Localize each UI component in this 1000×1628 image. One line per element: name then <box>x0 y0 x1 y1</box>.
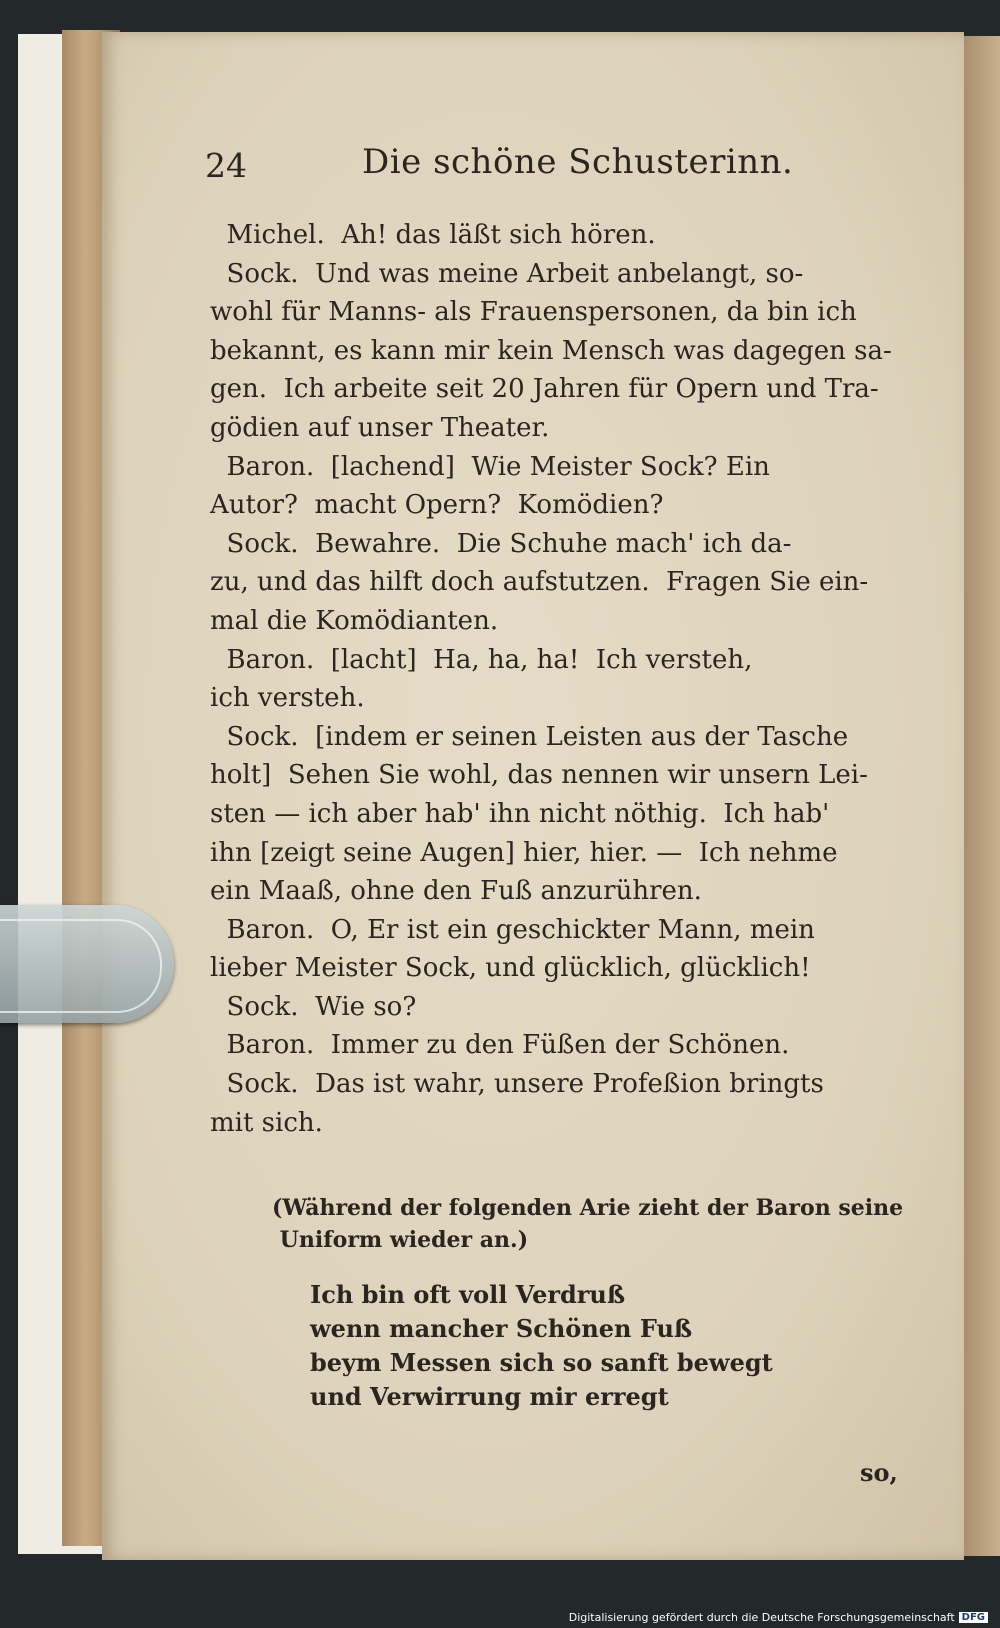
text-line: Michel. Ah! das läßt sich hören. <box>210 220 656 250</box>
text-line: Baron. Immer zu den Füßen der Schönen. <box>210 1030 790 1061</box>
text-line: Baron. O, Er ist ein geschickter Mann, mein <box>210 914 815 945</box>
text-line: sten — ich aber hab' ihn nicht nöthig. Ich hab' <box>210 798 830 829</box>
stage-direction: (Während der folgenden Arie zieht der Baron seine Uniform wieder an.) <box>272 1195 904 1253</box>
footer-credit: Digitalisierung gefördert durch die Deutsche Forschungsgemeinschaft <box>568 1611 955 1624</box>
text-line: ein Maaß, ohne den Fuß anzurühren. <box>210 876 702 907</box>
text-line: Sock. Wie so? <box>210 991 417 1022</box>
catchword: so, <box>860 1458 898 1487</box>
facing-page-edge <box>964 36 1000 1556</box>
digitization-footer <box>569 1611 988 1624</box>
text-line: mal die Komödianten. <box>210 605 499 636</box>
dialogue-text <box>210 216 892 1142</box>
text-line: ich versteh. <box>210 683 365 714</box>
text-line: bekannt, es kann mir kein Mensch was dagegen sa- <box>210 335 892 366</box>
text-line: mit sich. <box>210 1107 323 1138</box>
running-header: Die schöne Schusterinn. <box>362 142 794 182</box>
text-line: Autor? macht Opern? Komödien? <box>210 490 664 521</box>
glass-page-weight-highlight <box>0 919 162 1013</box>
text-line: Sock. [indem er seinen Leisten aus der Tasche <box>210 721 849 752</box>
text-line: Sock. Das ist wahr, unsere Profeßion bringts <box>210 1069 824 1100</box>
page-number: 24 <box>205 146 247 185</box>
text-line: Baron. [lacht] Ha, ha, ha! Ich versteh, <box>210 644 753 675</box>
text-line: gen. Ich arbeite seit 20 Jahren für Opern und Tra- <box>210 374 879 405</box>
text-line: Baron. [lachend] Wie Meister Sock? Ein <box>210 451 770 482</box>
text-line: wohl für Manns- als Frauenspersonen, da bin ich <box>210 297 857 328</box>
text-line: zu, und das hilft doch aufstutzen. Fragen Sie ein- <box>210 567 869 598</box>
aria-verse: Ich bin oft voll Verdruß wenn mancher Schönen Fuß beym Messen sich so sanft bewegt und Verwirrung mir erregt <box>310 1280 773 1411</box>
text-line: Sock. Und was meine Arbeit anbelangt, so- <box>210 258 804 289</box>
text-line: Sock. Bewahre. Die Schuhe mach' ich da- <box>210 528 792 559</box>
glass-page-weight <box>0 905 174 1023</box>
dfg-logo-icon: DFG <box>959 1612 988 1623</box>
text-line: ihn [zeigt seine Augen] hier, hier. — Ich nehme <box>210 837 838 868</box>
text-line: lieber Meister Sock, und glücklich, glücklich! <box>210 953 811 984</box>
text-line: holt] Sehen Sie wohl, das nennen wir unsern Lei- <box>210 760 868 791</box>
text-line: gödien auf unser Theater. <box>210 412 550 443</box>
